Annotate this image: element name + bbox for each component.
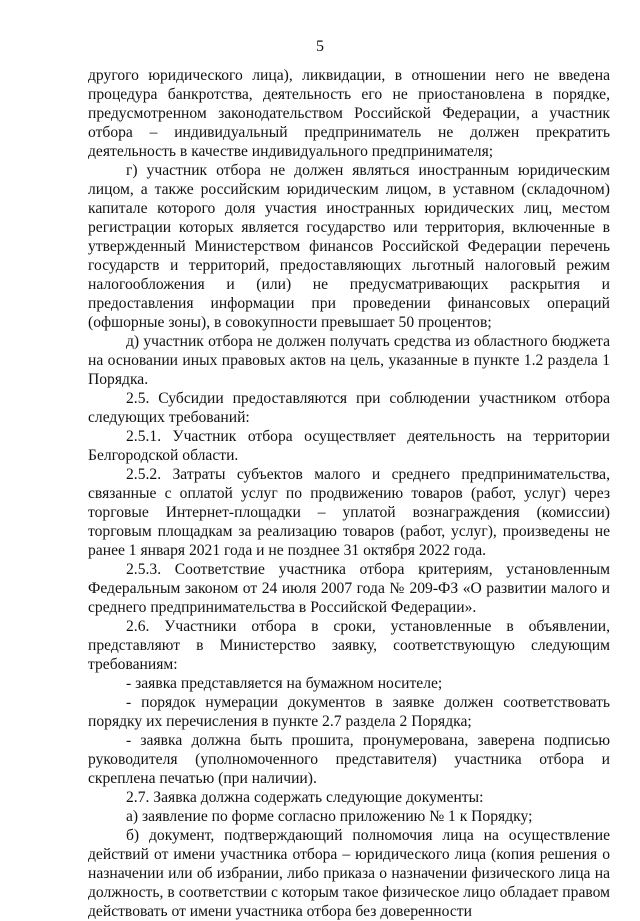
paragraph: другого юридического лица), ликвидации, в отношении него не введена процедура банкротства, деятельность его не приостановлена в порядке, предусмотренном законодательством Российской Федерации, а участник отбора – индивидуальный предприниматель не должен прекратить деятельность в качестве индивидуального предпринимателя; [88, 67, 610, 160]
paragraph: 2.5.2. Затраты субъектов малого и среднего предпринимательства, связанные с оплатой услуг по продвижению товаров (работ, услуг) через торговые Интернет-площадки – уплатой вознаграждения (комиссии) торговым площадкам за реализацию товаров (работ, услуг), произведены не ранее 1 января 2021 года и не позднее 31 октября 2022 года. [88, 466, 610, 559]
paragraph: д) участник отбора не должен получать средства из областного бюджета на основании иных правовых актов на цель, указанные в пункте 1.2 раздела 1 Порядка. [88, 333, 610, 388]
paragraph: 2.5. Субсидии предоставляются при соблюдении участником отбора следующих требований: [88, 390, 610, 426]
document-body [88, 66, 610, 921]
paragraph: 2.5.3. Соответствие участника отбора критериям, установленным Федеральным законом от 24 июля 2007 года № 209-ФЗ «О развитии малого и среднего предпринимательства в Российской Федерации». [88, 561, 610, 616]
paragraph: - заявка представляется на бумажном носителе; [126, 675, 443, 692]
page-number: 5 [316, 38, 324, 55]
paragraph: 2.6. Участники отбора в сроки, установленные в объявлении, представляют в Министерство заявку, соответствующую следующим требованиям: [88, 618, 610, 673]
paragraph: - заявка должна быть прошита, пронумерована, заверена подписью руководителя (уполномоченного представителя) участника отбора и скреплена печатью (при наличии). [88, 732, 610, 787]
paragraph: б) документ, подтверждающий полномочия лица на осуществление действий от имени участника отбора – юридического лица (копия решения о назначении или об избрании, либо приказа о назначении физического лица на должность, в соответствии с которым такое физическое лицо обладает правом действовать от имени участника отбора без доверенности [88, 827, 610, 920]
paragraph: 2.7. Заявка должна содержать следующие документы: [126, 789, 484, 806]
paragraph: г) участник отбора не должен являться иностранным юридическим лицом, а также российским юридическим лицом, в уставном (складочном) капитале которого доля участия иностранных юридических лиц, местом регистрации которых является государство или территория, включенные в утвержденный Министерством финансов Российской Федерации перечень государств и территорий, предоставляющих льготный налоговый режим налогообложения и (или) не предусматривающих раскрытия и предоставления информации при проведении финансовых операций (офшорные зоны), в совокупности превышает 50 процентов; [88, 162, 610, 331]
paragraph: 2.5.1. Участник отбора осуществляет деятельность на территории Белгородской области. [88, 428, 610, 464]
paragraph: а) заявление по форме согласно приложению № 1 к Порядку; [126, 808, 533, 825]
paragraph: - порядок нумерации документов в заявке должен соответствовать порядку их перечисления в пункте 2.7 раздела 2 Порядка; [88, 694, 610, 730]
